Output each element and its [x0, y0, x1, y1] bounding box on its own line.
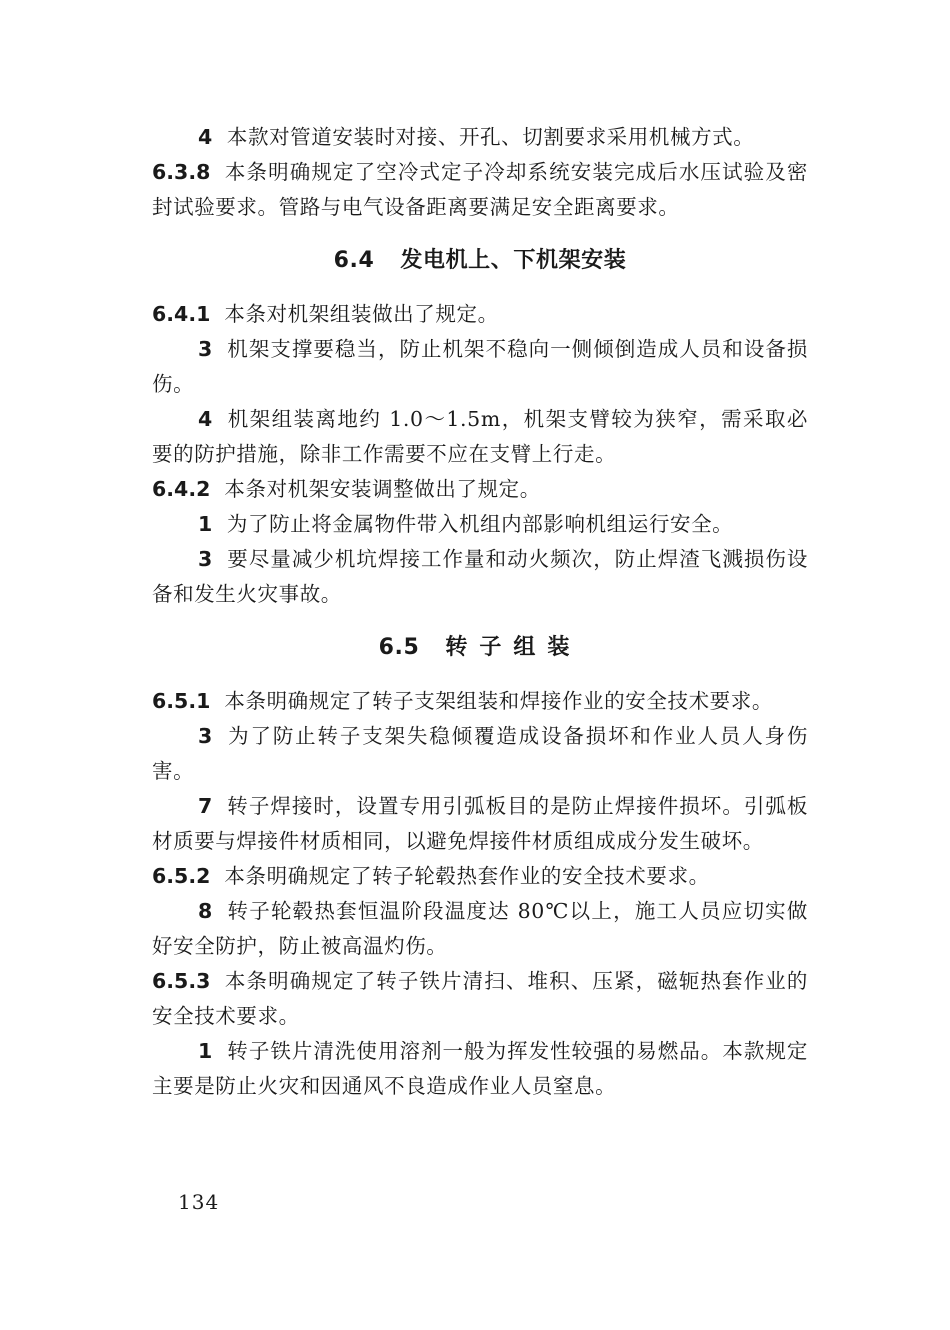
clause-number: 6.4.2 [152, 477, 211, 501]
clause-paragraph [152, 472, 808, 507]
item-paragraph [152, 1034, 808, 1104]
item-paragraph [152, 332, 808, 402]
item-number: 1 [198, 1039, 213, 1063]
paragraph-text: 本条对机架组装做出了规定。 [224, 302, 499, 326]
paragraph-text: 转子轮毂热套恒温阶段温度达 80℃以上，施工人员应切实做好安全防护，防止被高温灼伤。 [152, 899, 808, 958]
section-title: 发电机上、下机架安装 [400, 248, 627, 273]
clause-number: 6.5.3 [152, 969, 211, 993]
item-number: 4 [198, 125, 213, 149]
item-paragraph [152, 120, 808, 155]
item-paragraph [152, 789, 808, 859]
paragraph-text: 机架组装离地约 1.0～1.5m，机架支臂较为狭窄，需采取必要的防护措施，除非工作需要不应在支臂上行走。 [152, 407, 808, 466]
paragraph-text: 为了防止将金属物件带入机组内部影响机组运行安全。 [226, 512, 734, 536]
paragraph-text: 要尽量减少机坑焊接工作量和动火频次，防止焊渣飞溅损伤设备和发生火灾事故。 [152, 547, 808, 606]
clause-number: 6.4.1 [152, 302, 211, 326]
item-paragraph [152, 719, 808, 789]
clause-paragraph [152, 859, 808, 894]
clause-paragraph [152, 297, 808, 332]
section-heading [152, 630, 808, 666]
paragraph-text: 本款对管道安装时对接、开孔、切割要求采用机械方式。 [226, 125, 755, 149]
paragraph-text: 本条明确规定了空冷式定子冷却系统安装完成后水压试验及密封试验要求。管路与电气设备距离要满足安全距离要求。 [152, 160, 808, 219]
item-number: 3 [198, 337, 213, 361]
item-number: 3 [198, 547, 213, 571]
clause-paragraph [152, 964, 808, 1034]
paragraph-text: 本条明确规定了转子支架组装和焊接作业的安全技术要求。 [224, 689, 773, 713]
paragraph-text: 转子铁片清洗使用溶剂一般为挥发性较强的易燃品。本款规定主要是防止火灾和因通风不良造成作业人员窒息。 [152, 1039, 808, 1098]
clause-number: 6.5.2 [152, 864, 211, 888]
item-paragraph [152, 542, 808, 612]
item-paragraph [152, 507, 808, 542]
section-title: 转子组装 [445, 635, 582, 660]
paragraph-text: 机架支撑要稳当，防止机架不稳向一侧倾倒造成人员和设备损伤。 [152, 337, 808, 396]
clause-paragraph [152, 155, 808, 225]
page-number: 134 [178, 1190, 220, 1214]
paragraph-text: 本条对机架安装调整做出了规定。 [224, 477, 541, 501]
item-paragraph [152, 402, 808, 472]
section-number: 6.5 [378, 635, 420, 660]
page-body [152, 120, 808, 1104]
section-heading [152, 243, 808, 279]
item-paragraph [152, 894, 808, 964]
paragraph-text: 转子焊接时，设置专用引弧板目的是防止焊接件损坏。引弧板材质要与焊接件材质相同，以避免焊接件材质组成成分发生破坏。 [152, 794, 808, 853]
item-number: 1 [198, 512, 213, 536]
item-number: 4 [198, 407, 213, 431]
clause-paragraph [152, 684, 808, 719]
clause-number: 6.3.8 [152, 160, 211, 184]
paragraph-text: 本条明确规定了转子铁片清扫、堆积、压紧，磁轭热套作业的安全技术要求。 [152, 969, 808, 1028]
item-number: 3 [198, 724, 213, 748]
paragraph-text: 本条明确规定了转子轮毂热套作业的安全技术要求。 [224, 864, 710, 888]
clause-number: 6.5.1 [152, 689, 211, 713]
item-number: 7 [198, 794, 213, 818]
paragraph-text: 为了防止转子支架失稳倾覆造成设备损坏和作业人员人身伤害。 [152, 724, 808, 783]
section-number: 6.4 [333, 248, 375, 273]
item-number: 8 [198, 899, 213, 923]
